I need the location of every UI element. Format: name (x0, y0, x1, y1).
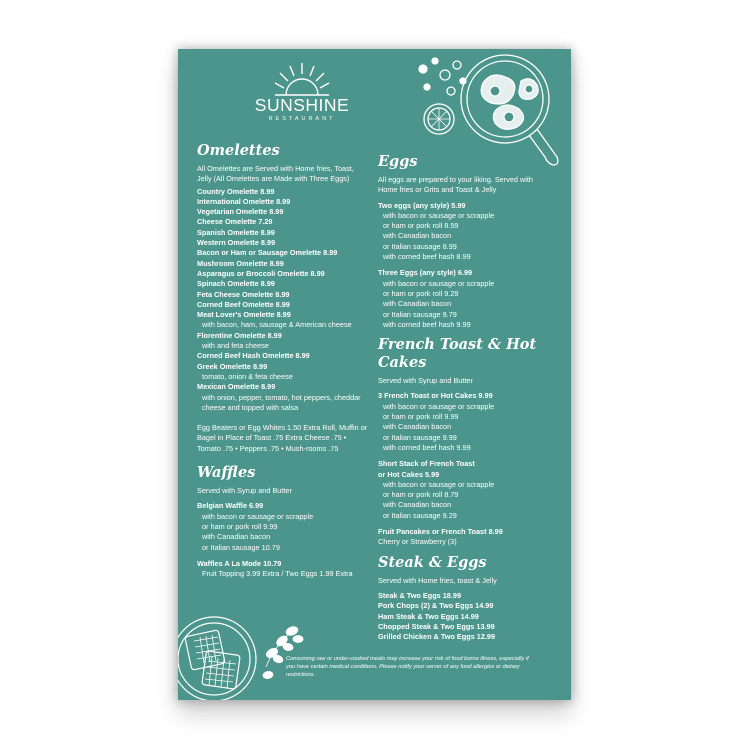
menu-item: Greek Omelette 8.99 (197, 361, 268, 371)
menu-item-desc: with bacon or sausage or scrapple (202, 511, 314, 521)
menu-item-desc: with bacon or sausage or scrapple (383, 278, 495, 288)
menu-item: Cheese Omelette 7.29 (197, 217, 273, 227)
menu-item: Grilled Chicken & Two Eggs 12.99 (378, 632, 496, 642)
omelettes-extras: Egg Beaters or Egg Whites 1.50 Extra Roll, Muffin or Bagel in Place of Toast .75 Extra Cheese .75 • Tomato .75 • Peppers .75 • Mush-rooms .75 (197, 423, 368, 453)
menu-item: Belgian Waffle 6.99 (197, 501, 264, 511)
menu-item: Chopped Steak & Two Eggs 13.99 (378, 621, 495, 631)
menu-item-desc: or Italian sausage 9.99 (383, 432, 457, 442)
menu-item: Florentine Omelette 8.99 (197, 330, 282, 340)
eggs-intro: All eggs are prepared to your liking. Served with Home fries or Grits and Toast & Jelly (378, 175, 533, 195)
menu-item-desc: with and feta cheese (202, 341, 269, 351)
menu-item-desc: or ham or pork roll 9.99 (383, 412, 459, 422)
menu-item: Vegetarian Omelette 8.99 (197, 207, 284, 217)
menu-item: Waffles A La Mode 10.79 (197, 558, 282, 568)
menu-item: Spinach Omelette 8.99 (197, 279, 275, 289)
menu-item: Meat Lover's Omelette 8.99 (197, 310, 291, 320)
menu-item-desc: with bacon or sausage or scrapple (383, 479, 495, 489)
menu-item-desc: with Canadian bacon (202, 532, 271, 542)
waffles-plate-icon (178, 597, 314, 700)
waffles-intro: Served with Syrup and Butter (197, 486, 292, 496)
menu-item: Western Omelette 8.99 (197, 238, 276, 248)
menu-item: Corned Beef Hash Omelette 8.99 (197, 351, 310, 361)
menu-item: Two eggs (any style) 5.99 (378, 200, 466, 210)
menu-item: Short Stack of French Toast (378, 459, 475, 469)
omelettes-title: Omelettes (197, 142, 280, 159)
menu-item-desc: with onion, pepper, tomato, hot peppers, cheddar cheese and topped with salsa (202, 392, 361, 412)
menu-item-desc: with Canadian bacon (383, 500, 452, 510)
menu-item-desc: with corned beef hash 9.99 (383, 319, 471, 329)
steak-intro: Served with Home fries, toast & Jelly (378, 575, 497, 585)
menu-item: Three Eggs (any style) 6.99 (378, 268, 473, 278)
brand-subtitle: RESTAURANT (268, 116, 336, 122)
menu-item-desc: tomato, onion & feta cheese (202, 371, 293, 381)
right-column (378, 153, 553, 642)
brand-name: SUNSHINE (254, 95, 350, 115)
menu-item: Pork Chops (2) & Two Eggs 14.99 (378, 601, 494, 611)
menu-item: or Hot Cakes 5.99 (378, 469, 440, 479)
menu-item-desc: with bacon or sausage or scrapple (383, 401, 495, 411)
menu-item: Country Omelette 8.99 (197, 186, 275, 196)
food-safety-disclaimer: Consuming raw or under-cooked meals may increase your risk of food borne illness, especially if you have certain medical conditions. Please notify your server of any food allergies or dietary restrictions. (286, 656, 529, 679)
menu-item-desc: or Italian sausage 9.29 (383, 510, 457, 520)
menu-item-desc: with Canadian bacon (383, 422, 452, 432)
menu-item: 3 French Toast or Hot Cakes 9.99 (378, 391, 493, 401)
menu-item-desc: or Italian sausage 9.79 (383, 309, 457, 319)
left-column (197, 142, 369, 579)
french-toast-title: French Toast & Hot Cakes (378, 336, 537, 372)
menu-item: Mexican Omelette 8.99 (197, 382, 276, 392)
menu-item-desc: or ham or pork roll 8.59 (383, 221, 459, 231)
menu-item: Spanish Omelette 8.99 (197, 227, 275, 237)
menu-card (178, 49, 571, 700)
omelettes-intro: All Omelettes are Served with Home fries, Toast, Jelly (All Omelettes are Made with Three Eggs) (197, 164, 354, 184)
menu-item-desc: with corned beef hash 8.99 (383, 252, 471, 262)
menu-item: Ham Steak & Two Eggs 14.99 (378, 611, 479, 621)
menu-item-desc: with corned beef hash 9.99 (383, 442, 471, 452)
waffles-title: Waffles (197, 464, 256, 482)
menu-item: Feta Cheese Omelette 8.99 (197, 289, 290, 299)
restaurant-logo (252, 62, 352, 123)
menu-item: Bacon or Ham or Sausage Omelette 8.99 (197, 248, 338, 258)
sunrise-logo-icon (274, 62, 330, 96)
menu-item-desc: or ham or pork roll 9.29 (383, 288, 459, 298)
menu-item: Mushroom Omelette 8.99 (197, 258, 284, 268)
menu-item-desc: or ham or pork roll 8.79 (383, 490, 459, 500)
menu-item-desc: with bacon, ham, sausage & American cheese (202, 320, 352, 330)
menu-item: Corned Beef Omelette 8.99 (197, 299, 290, 309)
menu-item-desc: with Canadian bacon (383, 299, 452, 309)
menu-item-desc: Fruit Topping 3.99 Extra / Two Eggs 1.99 Extra (202, 569, 353, 579)
menu-item: Asparagus or Broccoli Omelette 8.99 (197, 268, 325, 278)
menu-item-desc: Cherry or Strawberry (3) (378, 537, 457, 547)
menu-item: Fruit Pancakes or French Toast 8.99 (378, 527, 503, 537)
menu-item: Steak & Two Eggs 18.99 (378, 590, 461, 600)
menu-item-desc: or Italian sausage 10.79 (202, 542, 280, 552)
eggs-title: Eggs (378, 153, 418, 170)
menu-item-desc: with Canadian bacon (383, 231, 452, 241)
menu-item-desc: with bacon or sausage or scrapple (383, 210, 495, 220)
menu-item: International Omelette 8.99 (197, 196, 291, 206)
french-toast-intro: Served with Syrup and Butter (378, 376, 473, 386)
steak-title: Steak & Eggs (378, 553, 487, 571)
menu-item-desc: or Italian sausage 8.99 (383, 241, 457, 251)
menu-item-desc: or ham or pork roll 9.99 (202, 521, 278, 531)
